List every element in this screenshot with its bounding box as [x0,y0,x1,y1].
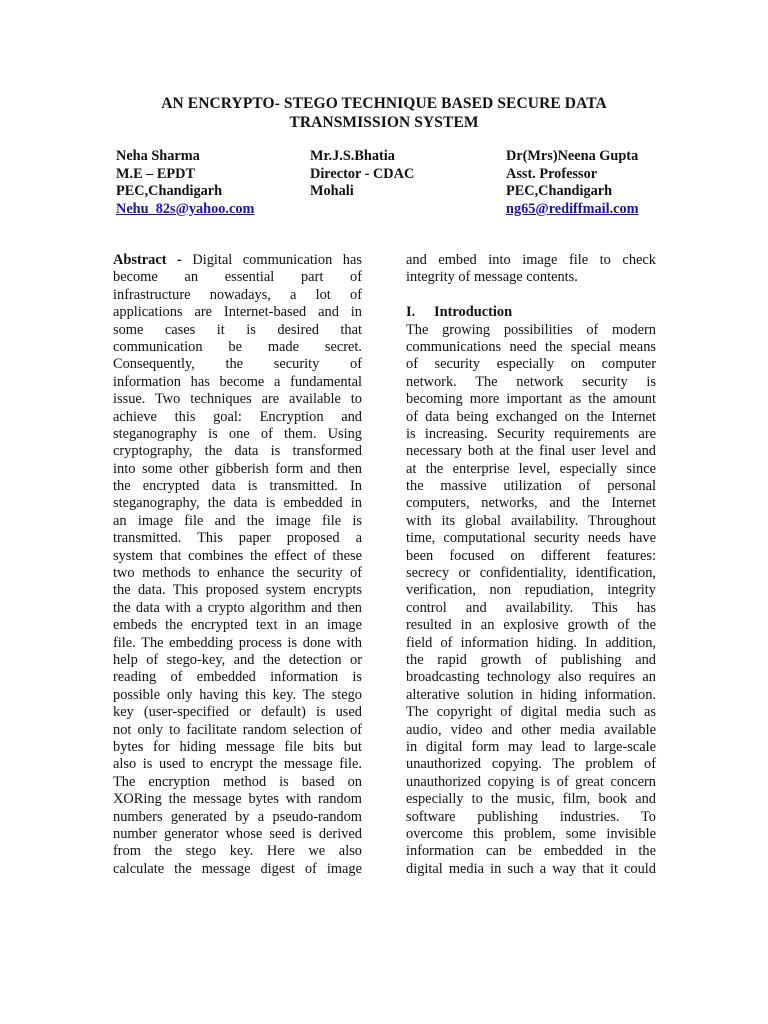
text-line: with its global availability. Throughout [406,512,656,529]
author-block-3 [506,148,639,218]
author-affiliation: Director - CDAC [310,165,415,182]
text-line: field of information hiding. In addition, [406,634,656,651]
text-line: information can be embedded in the [406,843,656,860]
text-line: secrecy or confidentiality, identification, [406,565,656,582]
text-line: infrastructure nowadays, a lot of [113,286,362,303]
text-line: become an essential part of [113,269,362,286]
author-email-link[interactable]: ng65@rediffmail.com [506,200,639,217]
text-line: unauthorized copying. The problem of [406,756,656,773]
text-line: of security especially on computer [406,356,656,373]
text-line: computers, networks, and the Internet [406,495,656,512]
title-line-2: TRANSMISSION SYSTEM [289,114,479,131]
text-line: alterative solution in hiding information. [406,686,656,703]
text-line: communication be made secret. [113,338,362,355]
text-line: audio, video and other media available [406,721,656,738]
text-line: integrity of message contents. [406,269,578,286]
text-line: of data being exchanged on the Internet [406,408,656,425]
text-line: the rapid growth of publishing and [406,651,656,668]
author-block-2 [310,148,414,201]
text-line: time, computational security needs have [406,530,656,547]
text-line: calculate the message digest of image [113,860,362,877]
text-line: applications are Internet-based and in [113,304,362,321]
author-institution: PEC,Chandigarh [506,183,613,199]
section-number: I. [406,304,416,321]
text-line: steganography is one of them. Using [113,425,362,442]
text-line: overcome this problem, some invisible [406,825,656,842]
text-line: help of stego-key, and the detection or [113,651,362,668]
author-affiliation: Asst. Professor [506,165,598,182]
text-line: necessary both at the final user level and [406,443,656,460]
text-line: XORing the message bytes with random [113,791,362,808]
text-line: digital media in such a way that it could [406,860,656,877]
text-line: becoming more important as the amount [406,391,656,408]
text-line: resulted in an explosive growth of the [406,617,656,634]
text-line: is increasing. Security requirements are [406,425,656,442]
text-line: system that combines the effect of these [113,547,362,564]
text-line: key (user-specified or default) is used [113,704,362,721]
text-line: the encrypted data is transmitted. In [113,478,362,495]
section-heading [406,304,656,321]
abstract-text: Digital communication has [181,252,362,268]
text-line: the massive utilization of personal [406,478,656,495]
text-line: file. The embedding process is done with [113,634,362,651]
text-line: some cases it is desired that [113,321,362,338]
text-line: information has become a fundamental [113,373,362,390]
text-line: two methods to enhance the security of [113,565,362,582]
text-line: achieve this goal: Encryption and [113,408,362,425]
text-line: especially to the music, film, book and [406,791,656,808]
text-line: been focused on different features: [406,547,656,564]
author-name: Neha Sharma [116,148,200,164]
author-institution: Mohali [310,183,354,199]
text-line: reading of embedded information is [113,669,362,686]
text-line: at the enterprise level, especially since [406,460,656,477]
text-line: transmitted. This paper proposed a [113,530,362,547]
abstract-column [113,252,362,878]
text-line: The copyright of digital media such as [406,704,656,721]
author-institution: PEC,Chandigarh [116,183,223,199]
author-name: Mr.J.S.Bhatia [310,148,395,164]
text-line: network. The network security is [406,373,656,390]
text-line: software publishing industries. To [406,808,656,825]
text-line: steganography, the data is embedded in [113,495,362,512]
text-line: not only to facilitate random selection of [113,721,362,738]
text-line: issue. Two techniques are available to [113,391,362,408]
text-line: possible only having this key. The stego [113,686,362,703]
text-line: verification, non repudiation, integrity [406,582,656,599]
title-line-1: AN ENCRYPTO- STEGO TECHNIQUE BASED SECURE DATA [161,95,607,112]
text-line: broadcasting technology also requires an [406,669,656,686]
author-affiliation: M.E – EPDT [116,165,196,182]
text-line [113,252,362,269]
text-line: also is used to encrypt the message file. [113,756,362,773]
text-line: control and availability. This has [406,599,656,616]
text-line: unauthorized copying is of great concern [406,773,656,790]
author-block-1 [116,148,254,218]
text-line: cryptography, the data is transformed [113,443,362,460]
text-line: communications need the special means [406,338,656,355]
text-line: an image file and the image file is [113,512,362,529]
text-line: in digital form may lead to large-scale [406,738,656,755]
introduction-column [406,252,656,878]
text-line: and embed into image file to check [406,252,656,268]
text-line: embeds the encrypted text in an image [113,617,362,634]
abstract-label: Abstract - [113,252,182,268]
text-line: the data. This proposed system encrypts [113,582,362,599]
text-line: bytes for hiding message file bits but [113,738,362,755]
text-line: the data with a crypto algorithm and then [113,599,362,616]
text-line: number generator whose seed is derived [113,825,362,842]
text-line: from the stego key. Here we also [113,843,362,860]
author-email-link[interactable]: Nehu_82s@yahoo.com [116,200,255,217]
text-line: into some other gibberish form and then [113,460,362,477]
text-line: numbers generated by a pseudo-random [113,808,362,825]
text-line: Consequently, the security of [113,356,362,373]
text-line: The growing possibilities of modern [406,321,656,338]
author-name: Dr(Mrs)Neena Gupta [506,148,639,164]
text-line: The encryption method is based on [113,773,362,790]
paper-title [60,94,708,132]
section-title: Introduction [434,304,513,321]
